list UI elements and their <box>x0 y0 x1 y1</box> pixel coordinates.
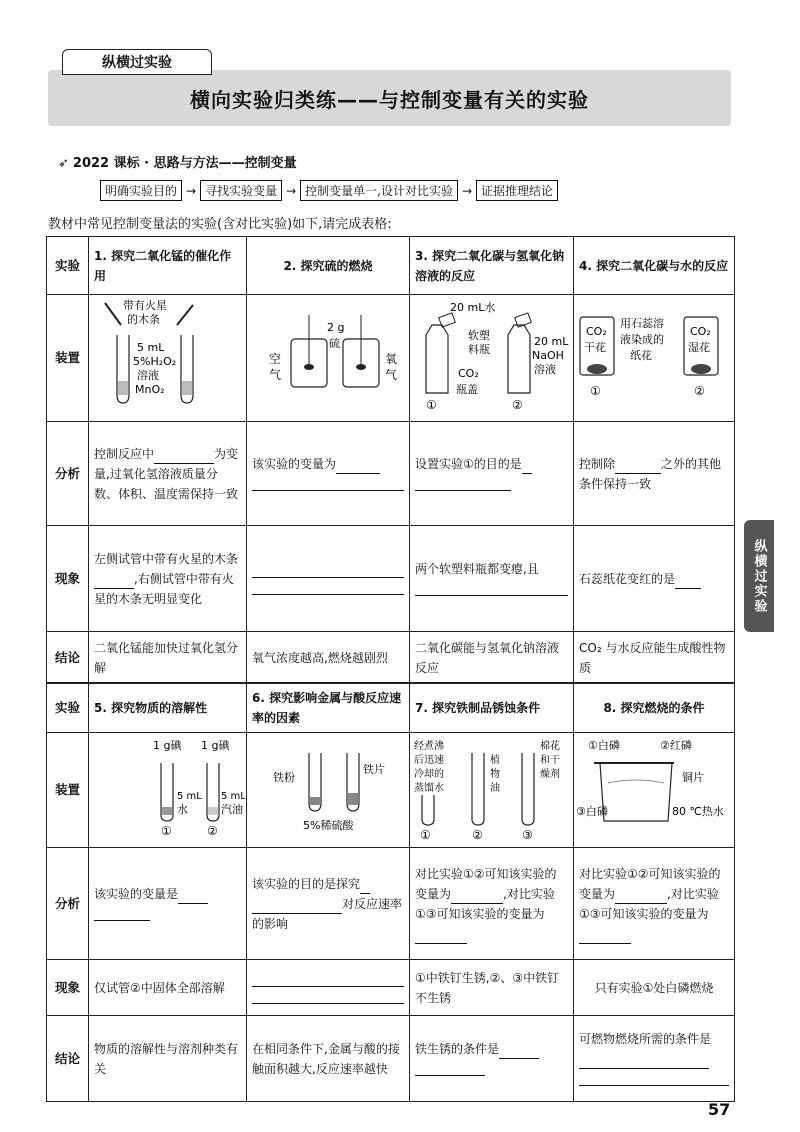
svg-text:燥剂: 燥剂 <box>540 769 560 780</box>
conclusion-cell: 二氧化碳能与氢氧化钠溶液反应 <box>410 632 574 684</box>
svg-text:③白磷: ③白磷 <box>576 805 608 818</box>
svg-text:5%H₂O₂: 5%H₂O₂ <box>133 355 177 368</box>
answer-blank[interactable] <box>252 913 342 914</box>
flow-step: 控制变量单一,设计对比实验 <box>300 180 458 201</box>
svg-text:铁片: 铁片 <box>363 763 385 776</box>
svg-text:料瓶: 料瓶 <box>468 343 490 356</box>
svg-text:纸花: 纸花 <box>630 349 652 362</box>
arrow-right-icon: → <box>286 183 297 198</box>
svg-text:①: ① <box>161 824 172 838</box>
svg-text:CO₂: CO₂ <box>458 367 479 380</box>
analysis-cell: 控制反应中 为变量,过氧化氢溶液质量分数、体积、温度需保持一致 <box>89 422 247 526</box>
svg-text:物: 物 <box>490 769 500 780</box>
answer-blank[interactable] <box>154 463 214 464</box>
answer-blank[interactable] <box>415 1061 485 1076</box>
svg-text:①: ① <box>420 828 431 841</box>
svg-text:5 mL: 5 mL <box>177 791 202 802</box>
svg-text:湿花: 湿花 <box>688 341 710 354</box>
svg-text:③: ③ <box>522 828 533 841</box>
svg-text:气: 气 <box>385 368 398 382</box>
row-label-device: 装置 <box>47 733 89 848</box>
answer-blank[interactable] <box>360 893 370 894</box>
conclusion-cell: 铁生锈的条件是 <box>410 1016 574 1102</box>
analysis-cell: 该实验的变量是 <box>89 848 247 960</box>
analysis-cell: 设置实验①的目的是 <box>410 422 574 526</box>
svg-text:①白磷: ①白磷 <box>588 739 620 752</box>
metal-acid-apparatus <box>247 733 408 841</box>
experiment-title: 5. 探究物质的溶解性 <box>89 683 247 733</box>
svg-text:水: 水 <box>177 803 188 816</box>
svg-text:①: ① <box>590 384 601 398</box>
answer-blank[interactable] <box>336 473 380 474</box>
answer-blank[interactable] <box>94 906 150 921</box>
answer-blank[interactable] <box>252 476 404 491</box>
svg-text:气: 气 <box>269 368 282 382</box>
answer-blank[interactable] <box>415 581 568 596</box>
conclusion-cell: 在相同条件下,金属与酸的接触面积越大,反应速率越快 <box>247 1016 410 1102</box>
analysis-cell: 对比实验①②可知该实验的变量为 ,对比实验①③可知该实验的变量为 <box>410 848 574 960</box>
svg-text:空: 空 <box>269 352 282 366</box>
svg-text:瓶盖: 瓶盖 <box>456 383 478 396</box>
svg-text:5 mL: 5 mL <box>137 341 165 354</box>
answer-blank[interactable] <box>252 989 404 1004</box>
svg-text:经煮沸: 经煮沸 <box>414 741 444 752</box>
answer-blank[interactable] <box>252 563 404 578</box>
svg-text:冷却的: 冷却的 <box>414 769 444 780</box>
svg-text:蒸馏水: 蒸馏水 <box>414 783 444 794</box>
answer-blank[interactable] <box>579 1068 709 1069</box>
page-title: 横向实验归类练——与控制变量有关的实验 <box>190 87 589 112</box>
svg-text:CO₂: CO₂ <box>586 325 607 338</box>
row-label-device: 装置 <box>47 295 89 422</box>
row-label-experiment: 实验 <box>47 683 89 733</box>
flow-step: 证据推理结论 <box>476 180 558 201</box>
catalyst-apparatus <box>89 295 245 415</box>
experiment-title: 8. 探究燃烧的条件 <box>574 683 735 733</box>
experiment-title: 4. 探究二氧化碳与水的反应 <box>574 237 735 295</box>
experiment-title: 1. 探究二氧化锰的催化作用 <box>89 237 247 295</box>
svg-text:20 mL水: 20 mL水 <box>450 301 496 314</box>
svg-text:1 g碘: 1 g碘 <box>153 739 182 752</box>
svg-text:溶液: 溶液 <box>137 369 159 382</box>
experiment-title: 3. 探究二氧化碳与氢氧化钠溶液的反应 <box>410 237 574 295</box>
svg-text:②红磷: ②红磷 <box>660 739 692 752</box>
answer-blank[interactable] <box>675 588 701 589</box>
conclusion-cell: CO₂ 与水反应能生成酸性物质 <box>574 632 735 684</box>
row-label-experiment: 实验 <box>47 237 89 295</box>
conclusion-cell: 氧气浓度越高,燃烧越剧烈 <box>247 632 410 684</box>
row-label-phenomenon: 现象 <box>47 526 89 632</box>
answer-blank[interactable] <box>252 972 404 987</box>
row-label-conclusion: 结论 <box>47 1016 89 1102</box>
analysis-cell: 对比实验①②可知该实验的变量为 ,对比实验①③可知该实验的变量为 <box>574 848 735 960</box>
co2-water-apparatus <box>574 295 734 415</box>
svg-text:CO₂: CO₂ <box>690 325 711 338</box>
svg-text:铜片: 铜片 <box>682 771 704 784</box>
svg-text:带有火星: 带有火星 <box>123 299 167 312</box>
phenomenon-cell: 两个软塑料瓶都变瘪,且 <box>410 526 574 632</box>
experiment-table-2 <box>46 682 735 1102</box>
svg-text:2 g: 2 g <box>327 321 345 334</box>
instructions: 教材中常见控制变量法的实验(含对比实验)如下,请完成表格: <box>48 217 392 232</box>
flow-step: 明确实验目的 <box>100 180 182 201</box>
phenomenon-cell: ①中铁钉生锈,②、③中铁钉不生锈 <box>410 960 574 1016</box>
svg-text:油: 油 <box>490 783 500 794</box>
svg-text:②: ② <box>694 384 705 398</box>
svg-text:80 ℃热水: 80 ℃热水 <box>672 805 724 818</box>
svg-text:软塑: 软塑 <box>468 329 490 342</box>
svg-text:NaOH: NaOH <box>532 349 564 362</box>
co2-naoh-apparatus <box>410 295 572 415</box>
answer-blank[interactable] <box>451 903 503 904</box>
chapter-side-tab: 纵横过实验 <box>744 520 774 632</box>
answer-blank[interactable] <box>615 903 667 904</box>
section-heading-text: 2022 课标 · 思路与方法——控制变量 <box>72 156 297 171</box>
answer-blank[interactable] <box>252 580 404 595</box>
arrow-right-icon: → <box>461 183 473 198</box>
answer-blank[interactable] <box>415 476 511 491</box>
phenomenon-cell: 左侧试管中带有火星的木条,右侧试管中带有火星的木条无明显变化 <box>89 526 247 632</box>
svg-text:5 mL: 5 mL <box>221 791 245 802</box>
svg-text:氧: 氧 <box>385 352 398 366</box>
row-label-conclusion: 结论 <box>47 632 89 684</box>
svg-text:②: ② <box>512 398 523 412</box>
svg-text:②: ② <box>207 824 218 838</box>
svg-text:汽油: 汽油 <box>221 803 243 816</box>
svg-text:植: 植 <box>490 755 500 766</box>
phenomenon-cell <box>247 960 410 1016</box>
analysis-cell: 该实验的目的是探究对反应速率的影响 <box>247 848 410 960</box>
sulfur-combustion-apparatus <box>247 295 408 415</box>
svg-text:干花: 干花 <box>584 341 606 354</box>
answer-blank[interactable] <box>522 473 532 474</box>
row-label-analysis: 分析 <box>47 848 89 960</box>
device-diagram-3 <box>410 295 574 422</box>
device-diagram-4 <box>574 295 735 422</box>
conclusion-cell: 二氧化锰能加快过氧化氢分解 <box>89 632 247 684</box>
experiment-table-1 <box>46 236 735 684</box>
svg-text:液染成的: 液染成的 <box>620 333 664 346</box>
svg-text:20 mL: 20 mL <box>534 335 569 348</box>
answer-blank[interactable] <box>579 1071 729 1086</box>
answer-blank[interactable] <box>415 943 467 944</box>
answer-blank[interactable] <box>579 943 631 944</box>
svg-text:的木条: 的木条 <box>127 313 160 326</box>
answer-blank[interactable] <box>615 473 661 474</box>
phenomenon-cell: 仅试管②中固体全部溶解 <box>89 960 247 1016</box>
section-heading <box>58 152 297 171</box>
conclusion-cell: 物质的溶解性与溶剂种类有关 <box>89 1016 247 1102</box>
row-label-analysis: 分析 <box>47 422 89 526</box>
section-tag: 纵横过实验 <box>62 49 212 75</box>
phenomenon-cell <box>247 526 410 632</box>
svg-text:②: ② <box>472 828 483 841</box>
combustion-conditions-apparatus <box>574 733 734 841</box>
svg-text:棉花: 棉花 <box>540 741 560 752</box>
svg-text:和干: 和干 <box>540 755 560 766</box>
device-diagram-6 <box>247 733 410 848</box>
phenomenon-cell: 只有实验①处白磷燃烧 <box>574 960 735 1016</box>
page-number: 57 <box>708 1100 731 1119</box>
iron-rust-apparatus <box>410 733 572 841</box>
experiment-title: 2. 探究硫的燃烧 <box>247 237 410 295</box>
svg-text:MnO₂: MnO₂ <box>135 383 165 396</box>
conclusion-cell: 可燃物燃烧所需的条件是 <box>574 1016 735 1102</box>
method-flow <box>100 180 558 201</box>
device-diagram-2 <box>247 295 410 422</box>
svg-text:后迅速: 后迅速 <box>414 755 444 766</box>
experiment-title: 6. 探究影响金属与酸反应速率的因素 <box>247 683 410 733</box>
analysis-cell: 该实验的变量为 <box>247 422 410 526</box>
svg-text:①: ① <box>426 398 437 412</box>
device-diagram-5 <box>89 733 247 848</box>
svg-text:铁粉: 铁粉 <box>273 771 295 784</box>
answer-blank[interactable] <box>499 1058 539 1059</box>
arrow-icon: ➶ <box>58 156 69 171</box>
svg-text:5%稀硫酸: 5%稀硫酸 <box>303 819 354 832</box>
title-banner <box>48 70 731 126</box>
arrow-right-icon: → <box>186 183 197 198</box>
device-diagram-7 <box>410 733 574 848</box>
svg-text:硫: 硫 <box>329 337 340 350</box>
solubility-apparatus <box>89 733 245 841</box>
svg-text:用石蕊溶: 用石蕊溶 <box>620 317 664 330</box>
experiment-title: 7. 探究铁制品锈蚀条件 <box>410 683 574 733</box>
svg-text:溶液: 溶液 <box>534 363 556 376</box>
analysis-cell: 控制除 之外的其他条件保持一致 <box>574 422 735 526</box>
answer-blank[interactable] <box>178 903 208 904</box>
row-label-phenomenon: 现象 <box>47 960 89 1016</box>
svg-text:1 g碘: 1 g碘 <box>201 739 230 752</box>
device-diagram-8 <box>574 733 735 848</box>
phenomenon-cell: 石蕊纸花变红的是 <box>574 526 735 632</box>
flow-step: 寻找实验变量 <box>200 180 282 201</box>
answer-blank[interactable] <box>94 588 134 589</box>
device-diagram-1 <box>89 295 247 422</box>
